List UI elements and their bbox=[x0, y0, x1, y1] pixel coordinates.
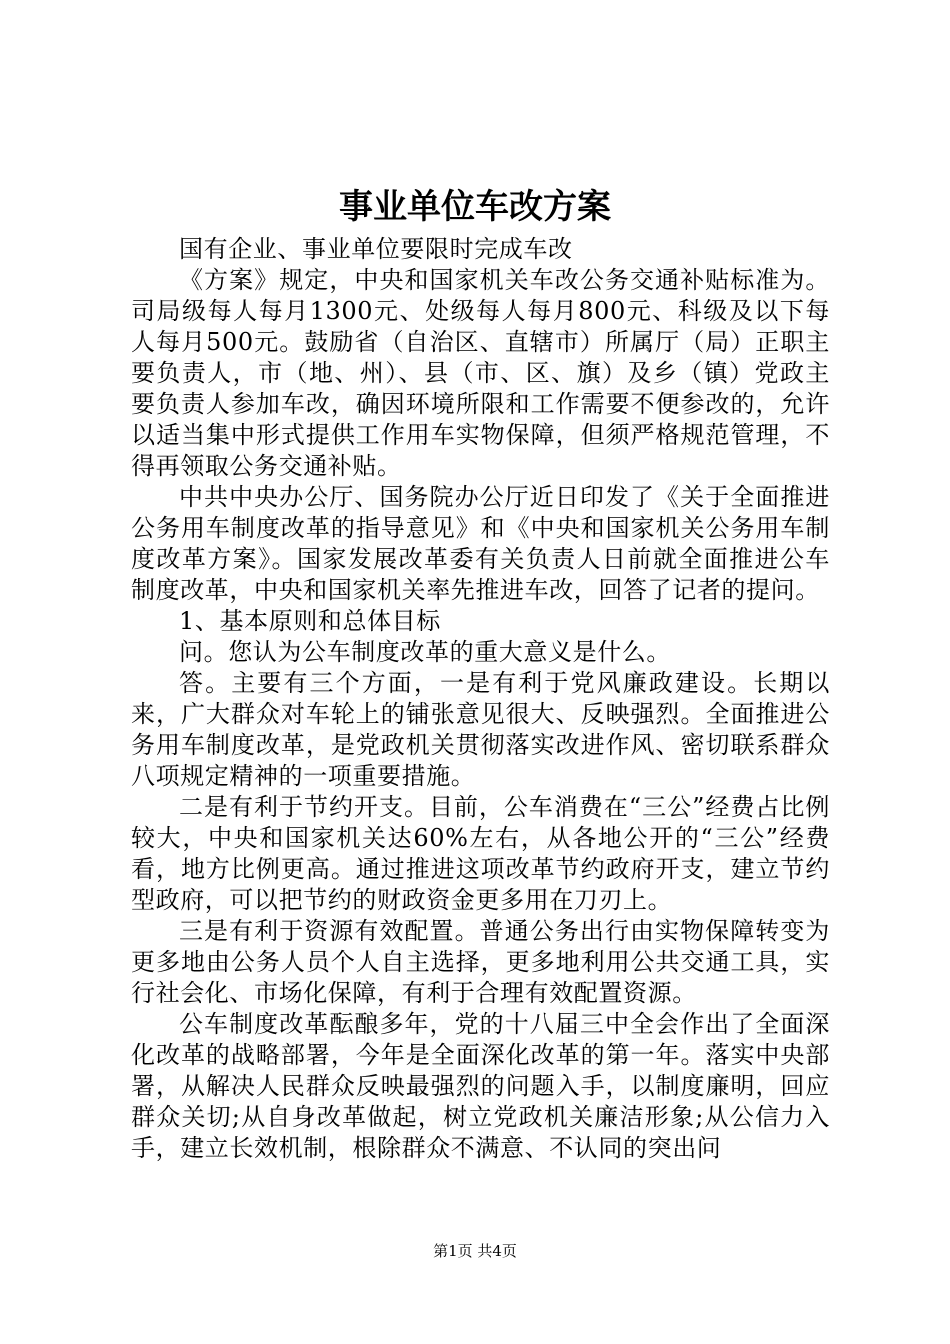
paragraph: 公车制度改革酝酿多年，党的十八届三中全会作出了全面深化改革的战略部署，今年是全面深化改革的第一年。落实中央部署，从解决人民群众反映最强烈的问题入手，以制度廉明，回应群众关切;从自身改革做起，树立党政机关廉洁形象;从公信力入手，建立长效机制，根除群众不满意、不认同的突出问 bbox=[131, 1010, 830, 1162]
paragraph: 1、基本原则和总体目标 bbox=[179, 607, 441, 635]
paragraph: 答。主要有三个方面，一是有利于党风廉政建设。长期以来，广大群众对车轮上的铺张意见很大、反映强烈。全面推进公务用车制度改革，是党政机关贯彻落实改进作风、密切联系群众八项规定精神的一项重要措施。 bbox=[131, 669, 830, 790]
paragraph: 《方案》规定，中央和国家机关车改公务交通补贴标准为。司局级每人每月1300元、处级每人每月800元、科级及以下每人每月500元。鼓励省（自治区、直辖市）所属厅（局）正职主要负责人，市（地、州）、县（市、区、旗）及乡（镇）党政主要负责人参加车改，确因环境所限和工作需要不便参改的，允许以适当集中形式提供工作用车实物保障，但须严格规范管理，不得再领取公务交通补贴。 bbox=[131, 266, 830, 480]
paragraph: 二是有利于节约开支。目前，公车消费在“三公”经费占比例较大，中央和国家机关达60%左右，从各地公开的“三公”经费看，地方比例更高。通过推进这项改革节约政府开支，建立节约型政府，可以把节约的财政资金更多用在刀刃上。 bbox=[131, 793, 830, 914]
paragraph: 中共中央办公厅、国务院办公厅近日印发了《关于全面推进公务用车制度改革的指导意见》和《中央和国家机关公务用车制度改革方案》。国家发展改革委有关负责人日前就全面推进公车制度改革，中央和国家机关率先推进车改，回答了记者的提问。 bbox=[131, 483, 830, 604]
paragraph: 国有企业、事业单位要限时完成车改 bbox=[179, 235, 573, 263]
page-footer: 第1页 共4页 bbox=[433, 1242, 517, 1260]
document-body bbox=[131, 234, 830, 1164]
document-title: 事业单位车改方案 bbox=[339, 187, 611, 227]
paragraph: 问。您认为公车制度改革的重大意义是什么。 bbox=[179, 638, 671, 666]
paragraph: 三是有利于资源有效配置。普通公务出行由实物保障转变为更多地由公务人员个人自主选择，更多地利用公共交通工具，实行社会化、市场化保障，有利于合理有效配置资源。 bbox=[131, 917, 830, 1007]
